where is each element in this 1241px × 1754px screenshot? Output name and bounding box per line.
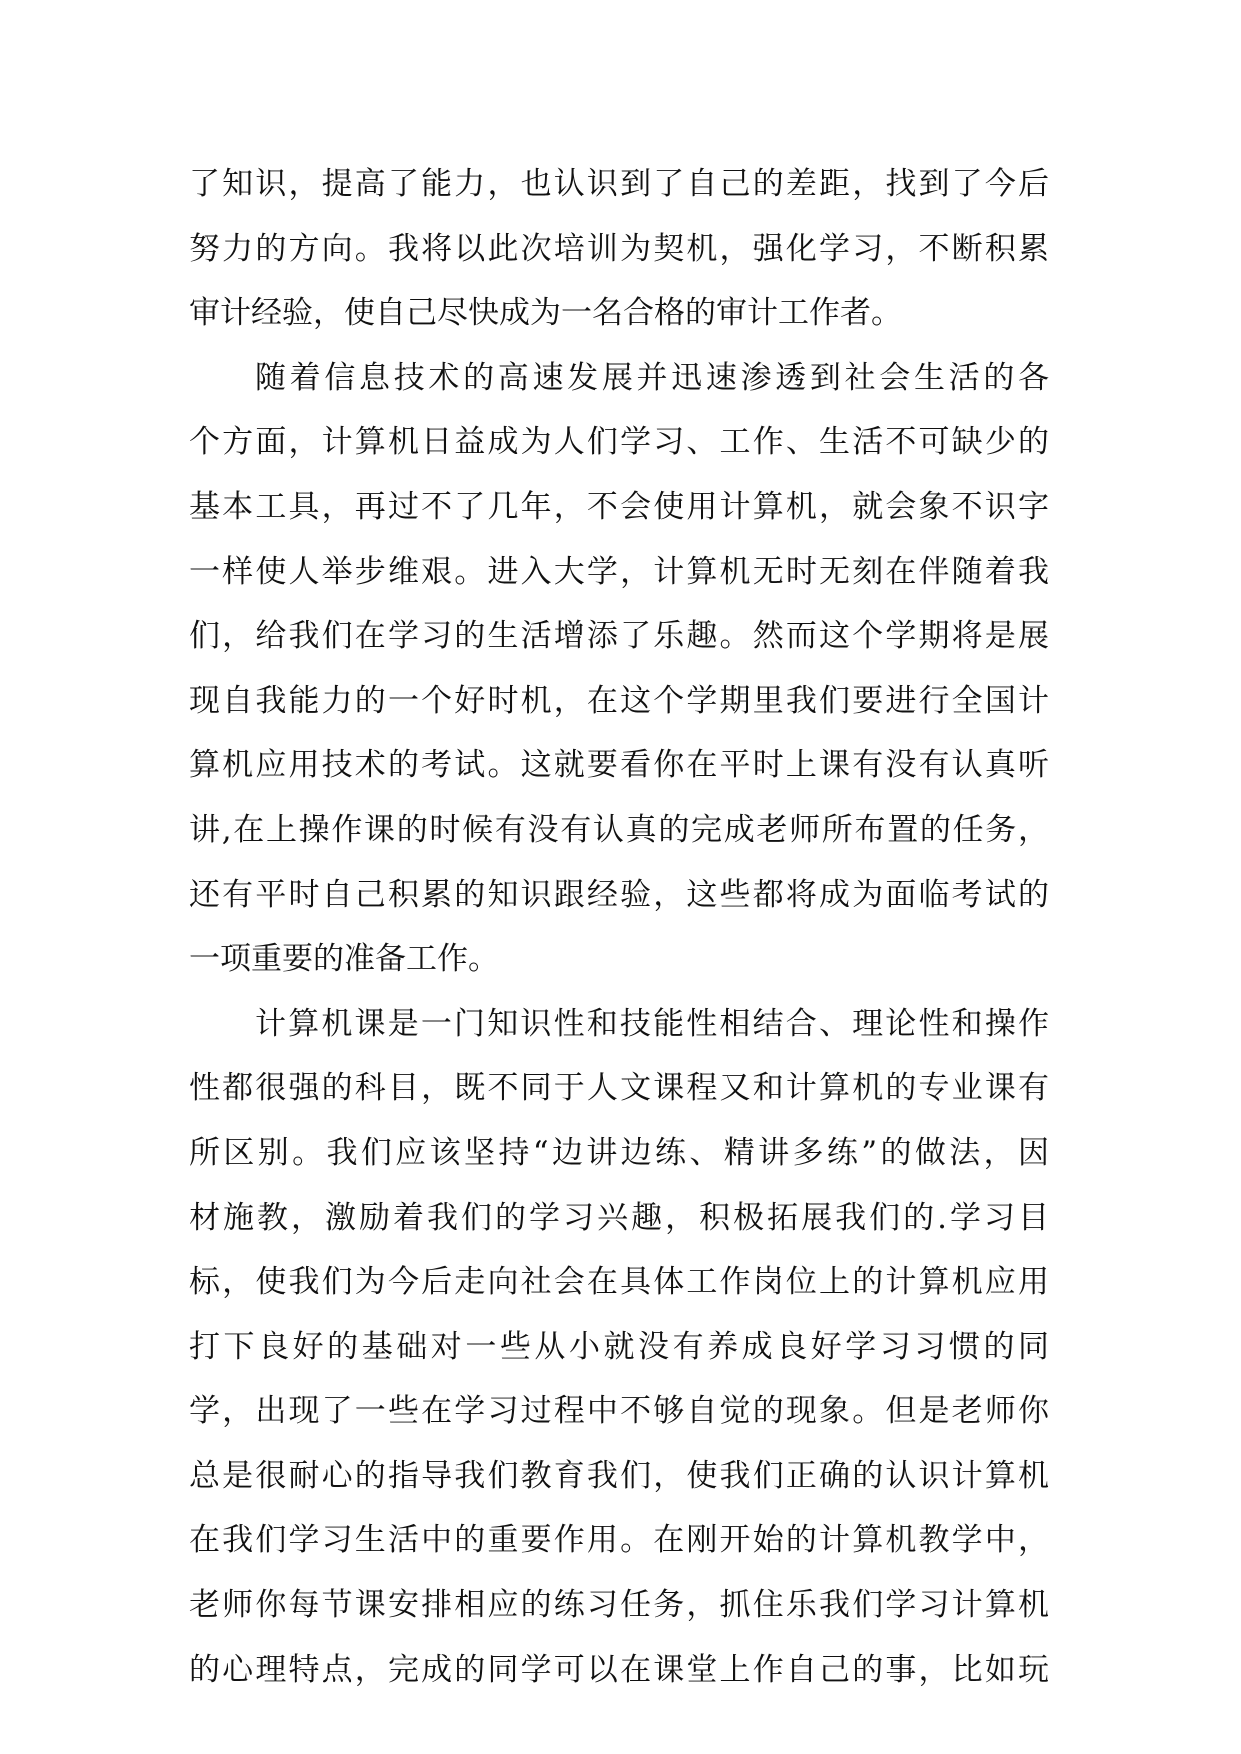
text-line: 审计经验，使自己尽快成为一名合格的审计工作者。: [189, 295, 902, 332]
text-line: 们，给我们在学习的生活增添了乐趣。然而这个学期将是展: [189, 618, 1049, 655]
text-line: 老师你每节课安排相应的练习任务，抓住乐我们学习计算机: [189, 1587, 1049, 1624]
text-line: 了知识，提高了能力，也认识到了自己的差距，找到了今后: [189, 166, 1049, 202]
text-line: 计算机课是一门知识性和技能性相结合、理论性和操作: [255, 1005, 1049, 1042]
text-line: 随着信息技术的高速发展并迅速渗透到社会生活的各: [255, 359, 1049, 396]
text-line: 材施教，激励着我们的学习兴趣，积极拓展我们的.学习目: [189, 1199, 1049, 1236]
text-line: 一项重要的准备工作。: [189, 941, 499, 978]
text-line: 性都很强的科目，既不同于人文课程又和计算机的专业课有: [189, 1070, 1049, 1107]
text-line: 基本工具，再过不了几年，不会使用计算机，就会象不识字: [189, 488, 1049, 525]
text-line: 打下良好的基础对一些从小就没有养成良好学习习惯的同: [189, 1328, 1049, 1365]
text-line: 讲,在上操作课的时候有没有认真的完成老师所布置的任务，: [189, 811, 1049, 848]
text-line: 学，出现了一些在学习过程中不够自觉的现象。但是老师你: [189, 1393, 1049, 1430]
body-text: [189, 152, 1049, 1702]
text-line: 还有平时自己积累的知识跟经验，这些都将成为面临考试的: [189, 876, 1049, 913]
text-line: 努力的方向。我将以此次培训为契机，强化学习，不断积累: [189, 230, 1049, 267]
text-line: 在我们学习生活中的重要作用。在刚开始的计算机教学中，: [189, 1522, 1049, 1559]
text-line: 算机应用技术的考试。这就要看你在平时上课有没有认真听: [189, 747, 1049, 784]
text-line: 总是很耐心的指导我们教育我们，使我们正确的认识计算机: [189, 1457, 1049, 1494]
text-line: 个方面，计算机日益成为人们学习、工作、生活不可缺少的: [189, 424, 1049, 461]
text-line: 的心理特点，完成的同学可以在课堂上作自己的事，比如玩: [189, 1651, 1049, 1688]
text-line: 现自我能力的一个好时机，在这个学期里我们要进行全国计: [189, 682, 1049, 719]
text-line: 一样使人举步维艰。进入大学，计算机无时无刻在伴随着我: [189, 553, 1049, 590]
text-line: 标，使我们为今后走向社会在具体工作岗位上的计算机应用: [189, 1264, 1049, 1301]
text-line: 所区别。我们应该坚持“边讲边练、精讲多练”的做法，因: [189, 1134, 1049, 1171]
